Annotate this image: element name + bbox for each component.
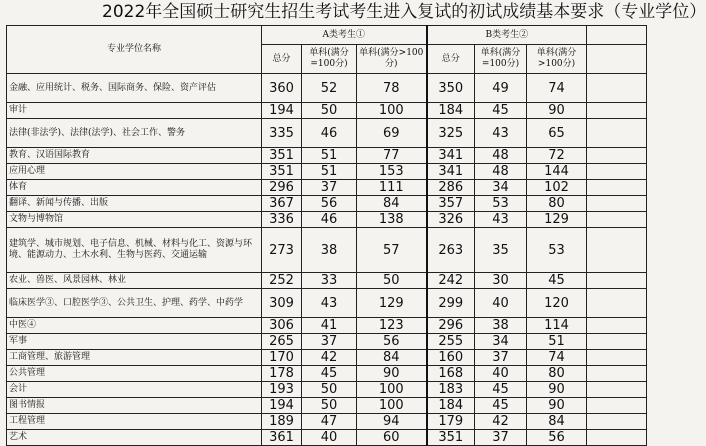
b-total-cell: 160	[427, 350, 475, 366]
a-sub-over100-cell: 111	[357, 180, 427, 196]
overflow-cell	[587, 273, 647, 289]
b-total-cell: 299	[427, 289, 475, 318]
b-sub-over100-cell: 56	[527, 430, 587, 446]
b-total-cell: 351	[427, 430, 475, 446]
b-sub-over100-cell: 90	[527, 398, 587, 414]
overflow-cell	[587, 382, 647, 398]
degree-name-cell: 工商管理、旅游管理	[7, 350, 262, 366]
a-sub100-cell: 38	[302, 228, 357, 273]
table-row	[7, 119, 647, 148]
b-total-cell: 350	[427, 74, 475, 103]
b-total-cell: 242	[427, 273, 475, 289]
a-sub100-cell: 43	[302, 289, 357, 318]
b-sub100-cell: 49	[475, 74, 527, 103]
a-sub100-cell: 37	[302, 180, 357, 196]
a-sub100-cell: 51	[302, 164, 357, 180]
b-sub100-cell: 35	[475, 228, 527, 273]
b-sub-over100-cell: 72	[527, 148, 587, 164]
b-total-cell: 357	[427, 196, 475, 212]
a-sub100-cell: 50	[302, 103, 357, 119]
a-sub-over100-cell: 100	[357, 103, 427, 119]
table-row	[7, 318, 647, 334]
b-sub-over100-cell: 53	[527, 228, 587, 273]
overflow-cell	[587, 196, 647, 212]
degree-name-cell: 法律(非法学)、法律(法学)、社会工作、警务	[7, 119, 262, 148]
a-sub-over100-header: 单科(满分>100分)	[357, 45, 427, 74]
b-total-cell: 325	[427, 119, 475, 148]
table-row	[7, 350, 647, 366]
b-sub100-cell: 38	[475, 318, 527, 334]
b-sub100-cell: 40	[475, 289, 527, 318]
table-row	[7, 196, 647, 212]
overflow-cell	[587, 398, 647, 414]
score-table	[6, 25, 647, 446]
degree-name-cell: 临床医学③、口腔医学③、公共卫生、护理、药学、中药学	[7, 289, 262, 318]
a-total-cell: 351	[262, 148, 302, 164]
table-row	[7, 74, 647, 103]
b-sub100-cell: 30	[475, 273, 527, 289]
degree-name-cell: 工程管理	[7, 414, 262, 430]
b-sub100-cell: 37	[475, 350, 527, 366]
a-sub-over100-cell: 138	[357, 212, 427, 228]
b-total-cell: 168	[427, 366, 475, 382]
b-total-cell: 179	[427, 414, 475, 430]
degree-name-cell: 农业、兽医、风景园林、林业	[7, 273, 262, 289]
a-sub100-cell: 41	[302, 318, 357, 334]
b-sub100-cell: 42	[475, 414, 527, 430]
b-sub-over100-header: 单科(满分>100分)	[527, 45, 587, 74]
b-sub100-cell: 34	[475, 180, 527, 196]
a-sub100-cell: 33	[302, 273, 357, 289]
b-sub-over100-cell: 74	[527, 74, 587, 103]
a-total-header: 总分	[262, 45, 302, 74]
degree-name-cell: 教育、汉语国际教育	[7, 148, 262, 164]
a-sub-over100-cell: 77	[357, 148, 427, 164]
table-row	[7, 212, 647, 228]
a-total-cell: 336	[262, 212, 302, 228]
group-a-header: A类考生①	[262, 26, 427, 45]
b-total-cell: 184	[427, 103, 475, 119]
b-sub-over100-cell: 114	[527, 318, 587, 334]
b-sub100-cell: 48	[475, 148, 527, 164]
table-row	[7, 334, 647, 350]
b-sub100-cell: 43	[475, 212, 527, 228]
a-sub-over100-cell: 84	[357, 350, 427, 366]
overflow-header	[587, 26, 647, 45]
a-sub100-cell: 50	[302, 382, 357, 398]
overflow-cell	[587, 289, 647, 318]
degree-name-header: 专业学位名称	[7, 26, 262, 74]
overflow-subheader	[587, 45, 647, 74]
b-total-cell: 183	[427, 382, 475, 398]
degree-name-cell: 会计	[7, 382, 262, 398]
b-sub100-cell: 53	[475, 196, 527, 212]
b-sub-over100-cell: 129	[527, 212, 587, 228]
table-row	[7, 430, 647, 446]
a-total-cell: 351	[262, 164, 302, 180]
b-total-cell: 326	[427, 212, 475, 228]
b-sub100-cell: 34	[475, 334, 527, 350]
b-sub-over100-cell: 144	[527, 164, 587, 180]
a-sub-over100-cell: 50	[357, 273, 427, 289]
overflow-cell	[587, 414, 647, 430]
a-sub-over100-cell: 90	[357, 366, 427, 382]
a-sub-over100-cell: 78	[357, 74, 427, 103]
b-sub100-cell: 43	[475, 119, 527, 148]
b-sub-over100-cell: 102	[527, 180, 587, 196]
a-sub-over100-cell: 60	[357, 430, 427, 446]
a-sub100-cell: 45	[302, 366, 357, 382]
degree-name-cell: 公共管理	[7, 366, 262, 382]
table-row	[7, 148, 647, 164]
table-row	[7, 382, 647, 398]
overflow-cell	[587, 212, 647, 228]
degree-name-cell: 文物与博物馆	[7, 212, 262, 228]
b-total-cell: 184	[427, 398, 475, 414]
a-sub100-cell: 50	[302, 398, 357, 414]
b-sub-over100-cell: 80	[527, 196, 587, 212]
a-sub100-header: 单科(满分=100分)	[302, 45, 357, 74]
a-total-cell: 361	[262, 430, 302, 446]
a-total-cell: 360	[262, 74, 302, 103]
a-sub-over100-cell: 56	[357, 334, 427, 350]
a-sub-over100-cell: 123	[357, 318, 427, 334]
a-sub100-cell: 37	[302, 334, 357, 350]
a-sub100-cell: 46	[302, 212, 357, 228]
a-sub-over100-cell: 100	[357, 398, 427, 414]
table-row	[7, 273, 647, 289]
b-sub-over100-cell: 90	[527, 382, 587, 398]
overflow-cell	[587, 164, 647, 180]
a-total-cell: 306	[262, 318, 302, 334]
overflow-cell	[587, 334, 647, 350]
a-total-cell: 265	[262, 334, 302, 350]
overflow-cell	[587, 366, 647, 382]
overflow-cell	[587, 148, 647, 164]
table-row	[7, 164, 647, 180]
a-sub100-cell: 47	[302, 414, 357, 430]
a-total-cell: 178	[262, 366, 302, 382]
overflow-cell	[587, 318, 647, 334]
a-total-cell: 273	[262, 228, 302, 273]
a-total-cell: 170	[262, 350, 302, 366]
b-sub-over100-cell: 84	[527, 414, 587, 430]
b-total-cell: 255	[427, 334, 475, 350]
overflow-cell	[587, 119, 647, 148]
a-total-cell: 193	[262, 382, 302, 398]
a-sub-over100-cell: 94	[357, 414, 427, 430]
document-title: 2022年全国硕士研究生招生考试考生进入复试的初试成绩基本要求（专业学位）	[102, 2, 706, 22]
table-row	[7, 180, 647, 196]
overflow-cell	[587, 103, 647, 119]
table-row	[7, 414, 647, 430]
b-sub100-cell: 45	[475, 398, 527, 414]
overflow-cell	[587, 350, 647, 366]
a-sub-over100-cell: 153	[357, 164, 427, 180]
a-sub-over100-cell: 84	[357, 196, 427, 212]
table-row	[7, 103, 647, 119]
a-sub100-cell: 52	[302, 74, 357, 103]
b-sub100-cell: 37	[475, 430, 527, 446]
b-sub100-cell: 48	[475, 164, 527, 180]
a-sub100-cell: 51	[302, 148, 357, 164]
a-sub100-cell: 42	[302, 350, 357, 366]
b-sub100-cell: 45	[475, 103, 527, 119]
a-sub-over100-cell: 57	[357, 228, 427, 273]
overflow-cell	[587, 228, 647, 273]
table-row	[7, 228, 647, 273]
a-sub100-cell: 56	[302, 196, 357, 212]
degree-name-cell: 金融、应用统计、税务、国际商务、保险、资产评估	[7, 74, 262, 103]
degree-name-cell: 军事	[7, 334, 262, 350]
b-total-header: 总分	[427, 45, 475, 74]
a-sub-over100-cell: 129	[357, 289, 427, 318]
b-sub-over100-cell: 74	[527, 350, 587, 366]
a-total-cell: 252	[262, 273, 302, 289]
a-total-cell: 189	[262, 414, 302, 430]
a-total-cell: 367	[262, 196, 302, 212]
degree-name-cell: 建筑学、城市规划、电子信息、机械、材料与化工、资源与环境、能源动力、土木水利、生物与医药、交通运输	[7, 228, 262, 273]
overflow-cell	[587, 430, 647, 446]
b-sub100-header: 单科(满分=100分)	[475, 45, 527, 74]
degree-name-cell: 审计	[7, 103, 262, 119]
a-total-cell: 309	[262, 289, 302, 318]
b-sub-over100-cell: 90	[527, 103, 587, 119]
a-total-cell: 194	[262, 398, 302, 414]
overflow-cell	[587, 180, 647, 196]
a-total-cell: 335	[262, 119, 302, 148]
b-sub-over100-cell: 65	[527, 119, 587, 148]
b-sub-over100-cell: 80	[527, 366, 587, 382]
b-total-cell: 263	[427, 228, 475, 273]
a-total-cell: 296	[262, 180, 302, 196]
a-sub-over100-cell: 100	[357, 382, 427, 398]
a-sub100-cell: 40	[302, 430, 357, 446]
overflow-cell	[587, 74, 647, 103]
b-total-cell: 341	[427, 164, 475, 180]
table-row	[7, 289, 647, 318]
b-total-cell: 296	[427, 318, 475, 334]
b-sub-over100-cell: 51	[527, 334, 587, 350]
degree-name-cell: 艺术	[7, 430, 262, 446]
degree-name-cell: 中医④	[7, 318, 262, 334]
degree-name-cell: 图书情报	[7, 398, 262, 414]
group-b-header: B类考生②	[427, 26, 587, 45]
a-total-cell: 194	[262, 103, 302, 119]
a-sub-over100-cell: 69	[357, 119, 427, 148]
degree-name-cell: 翻译、新闻与传播、出版	[7, 196, 262, 212]
a-sub100-cell: 46	[302, 119, 357, 148]
degree-name-cell: 体育	[7, 180, 262, 196]
degree-name-cell: 应用心理	[7, 164, 262, 180]
b-sub100-cell: 40	[475, 366, 527, 382]
b-total-cell: 286	[427, 180, 475, 196]
b-sub-over100-cell: 45	[527, 273, 587, 289]
b-sub-over100-cell: 120	[527, 289, 587, 318]
b-total-cell: 341	[427, 148, 475, 164]
table-row	[7, 366, 647, 382]
b-sub100-cell: 45	[475, 382, 527, 398]
table-row	[7, 398, 647, 414]
